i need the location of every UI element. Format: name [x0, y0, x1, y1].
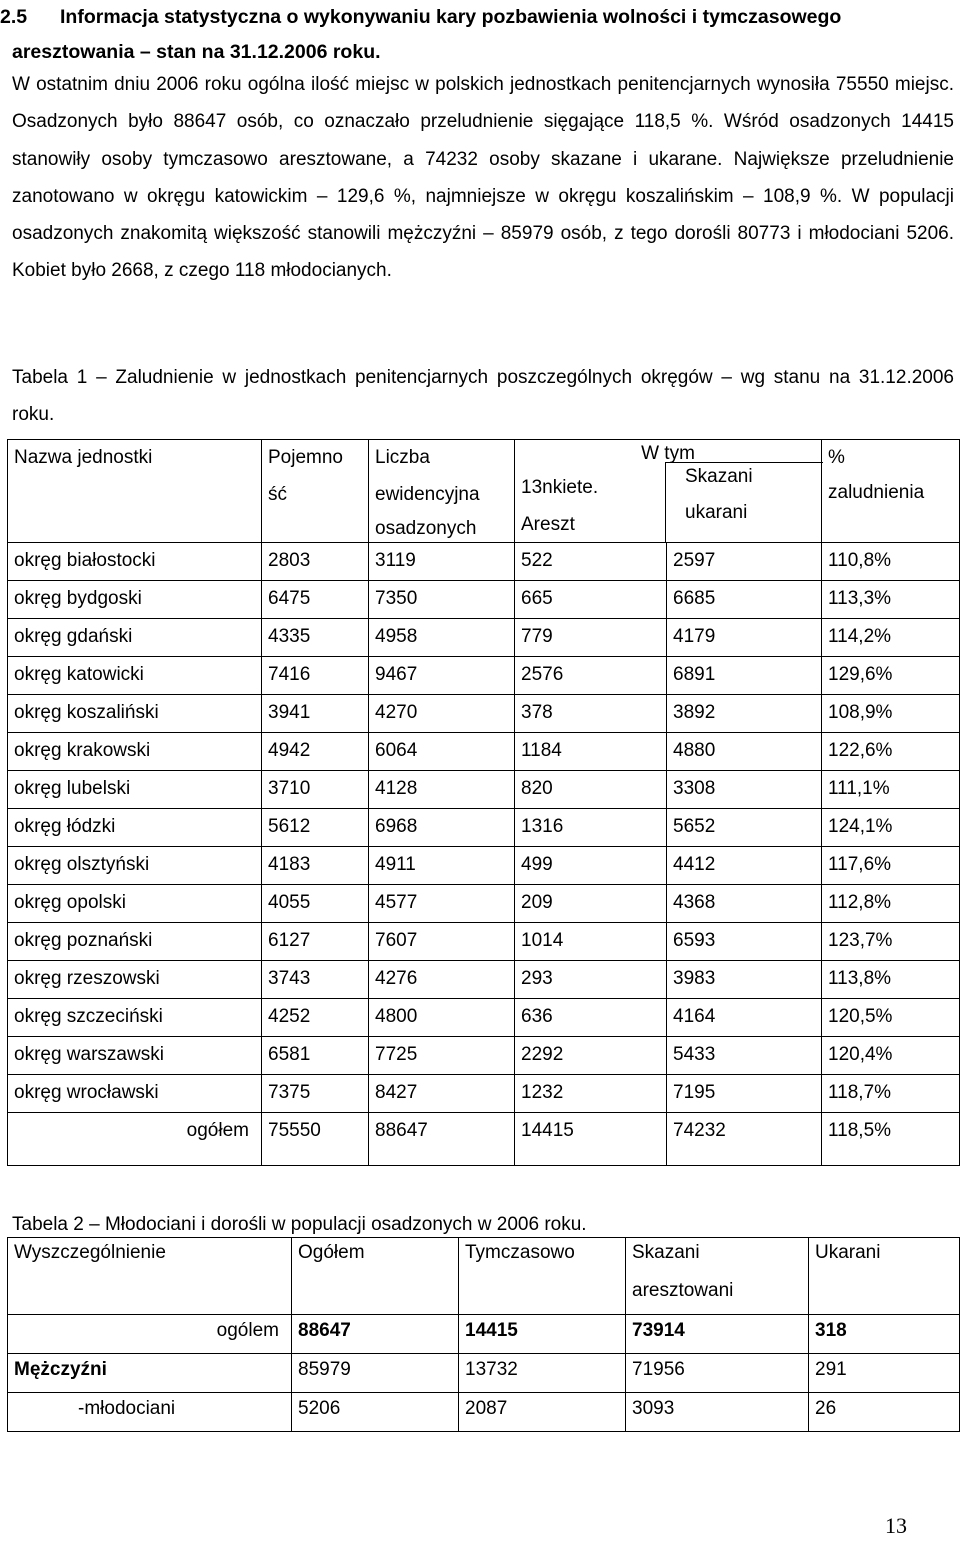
cell-name: okręg koszaliński	[8, 695, 262, 733]
cell-sentenced: 5652	[667, 809, 822, 847]
cell-name: okręg łódzki	[8, 809, 262, 847]
cell-sentenced: 3892	[667, 695, 822, 733]
cell-pct: 120,5%	[822, 999, 960, 1037]
cell-sentenced: 3308	[667, 771, 822, 809]
section-title	[0, 0, 950, 70]
t2-header-col5: Ukarani	[809, 1238, 960, 1315]
table-row	[8, 1315, 960, 1354]
cell-count: 4577	[369, 885, 515, 923]
table-total-row	[8, 1113, 960, 1166]
cell-capacity: 3743	[262, 961, 369, 999]
intro-paragraph: W ostatnim dniu 2006 roku ogólna ilość miejsc w polskich jednostkach penitencjarnych wynosiła 75550 miejsc. Osadzonych było 88647 osób, co oznaczało przeludnienie sięgające 118,5 %. Wśród osadzonych 14415 stanowiły osoby tymczasowo aresztowane, a 74232 osoby skazane i ukarane. Największe przeludnienie zanotowano w okręgu katowickim – 129,6 %, najmniejsze w okręgu koszalińskim – 108,9 %. W populacji osadzonych znakomitą większość stanowili mężczyźni – 85979 osób, z tego dorośli 80773 i młodociani 5206. Kobiet było 2668, z czego 118 młodocianych.	[12, 74, 954, 282]
cell-total: 85979	[292, 1354, 459, 1393]
cell-sentenced: 5433	[667, 1037, 822, 1075]
table-row	[8, 695, 960, 733]
cell-capacity: 6475	[262, 581, 369, 619]
cell-pct: 112,8%	[822, 885, 960, 923]
cell-sentenced: 3983	[667, 961, 822, 999]
table-row	[8, 923, 960, 961]
cell-capacity: 4942	[262, 733, 369, 771]
cell-name: okręg wrocławski	[8, 1075, 262, 1113]
cell-pct: 122,6%	[822, 733, 960, 771]
cell-temp: 13732	[459, 1354, 626, 1393]
header-percent: % zaludnienia	[822, 440, 960, 543]
cell-pct: 120,4%	[822, 1037, 960, 1075]
cell-count: 3119	[369, 543, 515, 581]
cell-arrest: 1316	[515, 809, 667, 847]
cell-punished: 318	[809, 1315, 960, 1354]
cell-sentenced: 6593	[667, 923, 822, 961]
juvenile-adult-table	[7, 1237, 960, 1432]
cell-sentenced: 3093	[626, 1393, 809, 1432]
cell-pct: 108,9%	[822, 695, 960, 733]
cell-arrest: 1232	[515, 1075, 667, 1113]
cell-pct: 111,1%	[822, 771, 960, 809]
header-sentenced-1: Skazani	[685, 466, 753, 487]
t2-header-col1: Wyszczególnienie	[8, 1238, 292, 1315]
cell-arrest: 1184	[515, 733, 667, 771]
cell-temp: 14415	[459, 1315, 626, 1354]
cell-pct: 117,6%	[822, 847, 960, 885]
table-row	[8, 1393, 960, 1432]
cell-total: 88647	[292, 1315, 459, 1354]
table2-caption: Tabela 2 – Młodociani i dorośli w populacji osadzonych w 2006 roku.	[12, 1214, 587, 1235]
cell-name: okręg białostocki	[8, 543, 262, 581]
cell-count: 6064	[369, 733, 515, 771]
cell-count: 4911	[369, 847, 515, 885]
cell-sentenced: 73914	[626, 1315, 809, 1354]
header-arrest-code: 13nkiete.	[521, 477, 599, 498]
header-arrest: Areszt	[521, 514, 575, 535]
cell-arrest: 209	[515, 885, 667, 923]
cell-count: 4800	[369, 999, 515, 1037]
cell-capacity: 2803	[262, 543, 369, 581]
section-title-line2: aresztowania – stan na 31.12.2006 roku.	[12, 41, 381, 63]
cell-name: okręg katowicki	[8, 657, 262, 695]
section-title-line1: Informacja statystyczna o wykonywaniu kary pozbawienia wolności i tymczasowego	[60, 6, 842, 28]
cell-punished: 291	[809, 1354, 960, 1393]
cell-count: 8427	[369, 1075, 515, 1113]
cell-sentenced: 71956	[626, 1354, 809, 1393]
cell-sentenced: 2597	[667, 543, 822, 581]
table-row	[8, 1354, 960, 1393]
cell-name: okręg rzeszowski	[8, 961, 262, 999]
page-number: 13	[885, 1513, 907, 1538]
cell-capacity: 4183	[262, 847, 369, 885]
cell-sentenced: 4412	[667, 847, 822, 885]
cell-name: okręg opolski	[8, 885, 262, 923]
t2-header-col3: Tymczasowo	[459, 1238, 626, 1315]
cell-pct: 113,3%	[822, 581, 960, 619]
cell-pct: 124,1%	[822, 809, 960, 847]
cell-pct: 114,2%	[822, 619, 960, 657]
cell-count: 4128	[369, 771, 515, 809]
cell-arrest: 1014	[515, 923, 667, 961]
cell-total: 5206	[292, 1393, 459, 1432]
cell-pct: 129,6%	[822, 657, 960, 695]
cell-sentenced: 4368	[667, 885, 822, 923]
cell-arrest: 665	[515, 581, 667, 619]
cell-pct: 123,7%	[822, 923, 960, 961]
cell-pct: 113,8%	[822, 961, 960, 999]
cell-sentenced: 4179	[667, 619, 822, 657]
table-row	[8, 961, 960, 999]
cell-name: okręg gdański	[8, 619, 262, 657]
header-name: Nazwa jednostki	[8, 440, 262, 543]
table-row	[8, 733, 960, 771]
table-row	[8, 771, 960, 809]
cell-temp: 2087	[459, 1393, 626, 1432]
cell-arrest: 499	[515, 847, 667, 885]
table-row	[8, 619, 960, 657]
total-pct: 118,5%	[822, 1113, 960, 1166]
cell-sentenced: 4880	[667, 733, 822, 771]
section-number: 2.5	[0, 6, 28, 28]
table-row	[8, 581, 960, 619]
cell-sentenced: 4164	[667, 999, 822, 1037]
cell-name: okręg szczeciński	[8, 999, 262, 1037]
cell-name: okręg krakowski	[8, 733, 262, 771]
cell-sentenced: 7195	[667, 1075, 822, 1113]
cell-capacity: 7416	[262, 657, 369, 695]
total-name: ogółem	[8, 1113, 262, 1166]
cell-count: 7607	[369, 923, 515, 961]
cell-capacity: 3941	[262, 695, 369, 733]
cell-name: okręg lubelski	[8, 771, 262, 809]
table-row	[8, 1075, 960, 1113]
cell-capacity: 7375	[262, 1075, 369, 1113]
cell-arrest: 636	[515, 999, 667, 1037]
table-row	[8, 999, 960, 1037]
table2-header-row	[8, 1238, 960, 1315]
table-row	[8, 657, 960, 695]
cell-pct: 110,8%	[822, 543, 960, 581]
total-sentenced: 74232	[667, 1113, 822, 1166]
cell-arrest: 2292	[515, 1037, 667, 1075]
cell-capacity: 6127	[262, 923, 369, 961]
cell-arrest: 820	[515, 771, 667, 809]
cell-count: 7350	[369, 581, 515, 619]
cell-capacity: 4252	[262, 999, 369, 1037]
cell-sentenced: 6891	[667, 657, 822, 695]
cell-name: okręg warszawski	[8, 1037, 262, 1075]
cell-capacity: 4055	[262, 885, 369, 923]
cell-punished: 26	[809, 1393, 960, 1432]
cell-count: 4958	[369, 619, 515, 657]
cell-label: Mężczyźni	[8, 1354, 292, 1393]
cell-pct: 118,7%	[822, 1075, 960, 1113]
cell-count: 6968	[369, 809, 515, 847]
cell-count: 7725	[369, 1037, 515, 1075]
cell-arrest: 522	[515, 543, 667, 581]
cell-arrest: 779	[515, 619, 667, 657]
header-capacity: Pojemno ść	[262, 440, 369, 543]
table-row	[8, 885, 960, 923]
header-sentenced-2: ukarani	[685, 502, 748, 523]
cell-arrest: 378	[515, 695, 667, 733]
header-group: W tym 13nkiete. Areszt Skazani ukarani	[515, 440, 822, 543]
cell-count: 9467	[369, 657, 515, 695]
cell-capacity: 5612	[262, 809, 369, 847]
t2-header-col4: Skazani aresztowani	[626, 1238, 809, 1315]
cell-capacity: 4335	[262, 619, 369, 657]
table-row	[8, 1037, 960, 1075]
table-row	[8, 809, 960, 847]
cell-sentenced: 6685	[667, 581, 822, 619]
cell-label: ogólem	[8, 1315, 292, 1354]
header-count: Liczba ewidencyjna osadzonych	[369, 440, 515, 543]
cell-name: okręg poznański	[8, 923, 262, 961]
table1-header-row	[8, 440, 960, 543]
table-row	[8, 847, 960, 885]
cell-arrest: 293	[515, 961, 667, 999]
cell-name: okręg bydgoski	[8, 581, 262, 619]
cell-arrest: 2576	[515, 657, 667, 695]
table-row	[8, 543, 960, 581]
cell-name: okręg olsztyński	[8, 847, 262, 885]
cell-capacity: 3710	[262, 771, 369, 809]
total-arrest: 14415	[515, 1113, 667, 1166]
t2-header-col2: Ogółem	[292, 1238, 459, 1315]
total-count: 88647	[369, 1113, 515, 1166]
table1-caption: Tabela 1 – Zaludnienie w jednostkach penitencjarnych poszczególnych okręgów – wg stanu na 31.12.2006 roku.	[12, 367, 954, 425]
total-capacity: 75550	[262, 1113, 369, 1166]
cell-count: 4270	[369, 695, 515, 733]
district-population-table	[7, 439, 960, 1166]
cell-count: 4276	[369, 961, 515, 999]
cell-capacity: 6581	[262, 1037, 369, 1075]
cell-label: -młodociani	[8, 1393, 292, 1432]
